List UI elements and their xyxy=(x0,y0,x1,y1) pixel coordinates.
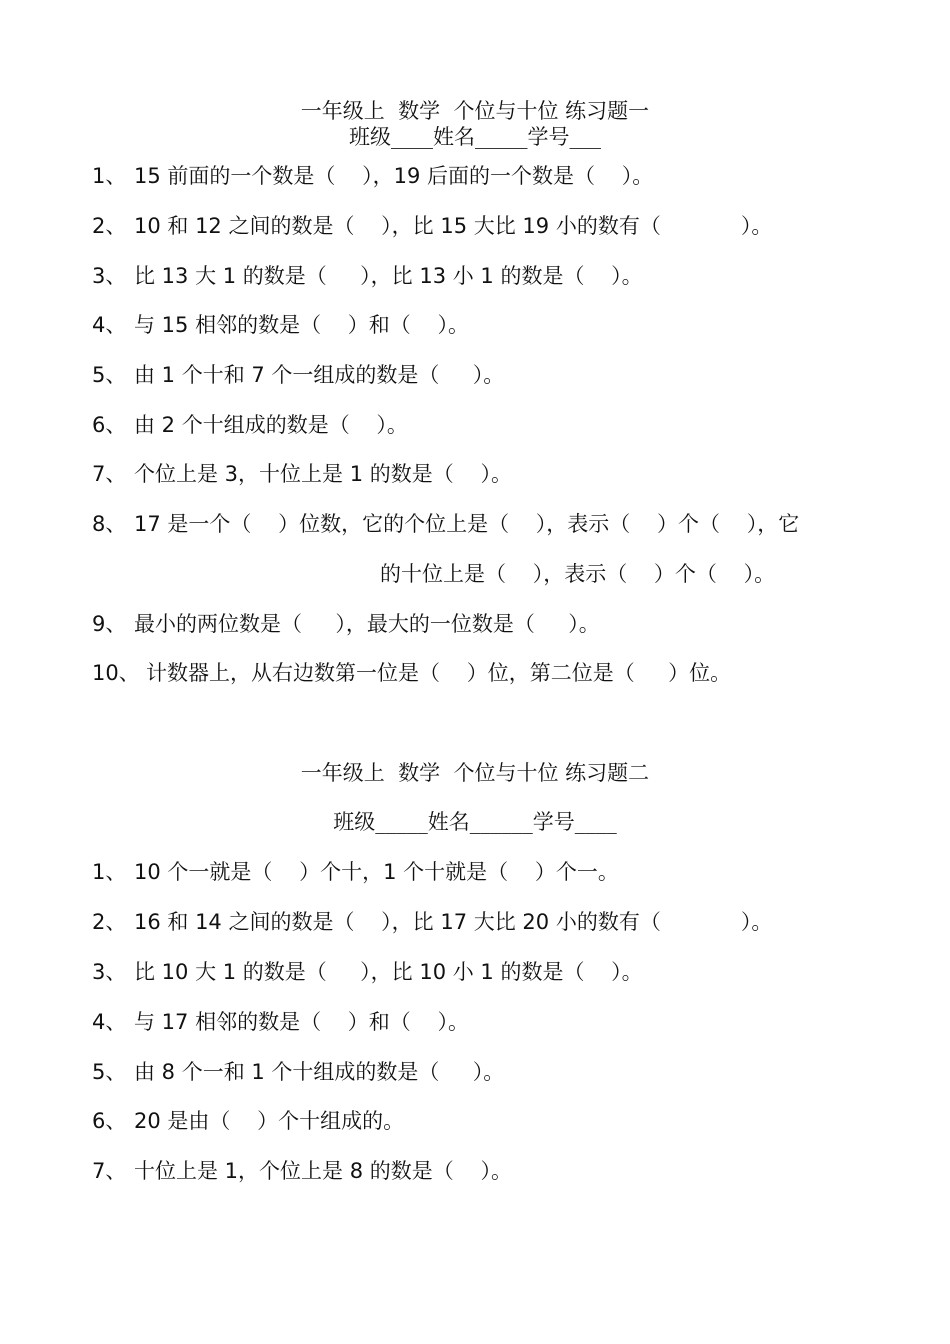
question-1-4: 4、 与 15 相邻的数是（ ）和（ ）。 xyxy=(92,313,469,337)
question-2-2: 2、 16 和 14 之间的数是（ ），比 17 大比 20 小的数有（ ）。 xyxy=(92,910,773,934)
worksheet-2-student-info: 班级_____姓名______学号____ xyxy=(333,810,617,834)
question-1-3: 3、 比 13 大 1 的数是（ ），比 13 小 1 的数是（ ）。 xyxy=(92,264,643,288)
question-1-7: 7、 个位上是 3，十位上是 1 的数是（ ）。 xyxy=(92,462,512,486)
worksheet-1-student-info: 班级____姓名_____学号___ xyxy=(349,125,601,149)
question-1-8: 8、 17 是一个（ ）位数，它的个位上是（ ），表示（ ）个（ ），它 xyxy=(92,512,800,536)
question-1-10: 10、 计数器上，从右边数第一位是（ ）位，第二位是（ ）位。 xyxy=(92,661,732,685)
question-2-3: 3、 比 10 大 1 的数是（ ），比 10 小 1 的数是（ ）。 xyxy=(92,960,643,984)
question-1-5: 5、 由 1 个十和 7 个一组成的数是（ ）。 xyxy=(92,363,505,387)
question-1-6: 6、 由 2 个十组成的数是（ ）。 xyxy=(92,413,408,437)
question-1-9: 9、 最小的两位数是（ ），最大的一位数是（ ）。 xyxy=(92,612,600,636)
question-2-7: 7、 十位上是 1，个位上是 8 的数是（ ）。 xyxy=(92,1159,512,1183)
worksheet-1-title: 一年级上 数学 个位与十位 练习题一 xyxy=(300,99,650,123)
question-2-6: 6、 20 是由（ ）个十组成的。 xyxy=(92,1109,405,1133)
question-1-8-continuation: 的十位上是（ ），表示（ ）个（ ）。 xyxy=(380,562,776,586)
question-2-5: 5、 由 8 个一和 1 个十组成的数是（ ）。 xyxy=(92,1060,505,1084)
question-2-4: 4、 与 17 相邻的数是（ ）和（ ）。 xyxy=(92,1010,469,1034)
question-2-1: 1、 10 个一就是（ ）个十，1 个十就是（ ）个一。 xyxy=(92,860,619,884)
question-1-2: 2、 10 和 12 之间的数是（ ），比 15 大比 19 小的数有（ ）。 xyxy=(92,214,773,238)
worksheet-2-title: 一年级上 数学 个位与十位 练习题二 xyxy=(300,761,650,785)
question-1-1: 1、 15 前面的一个数是（ ），19 后面的一个数是（ ）。 xyxy=(92,164,654,188)
